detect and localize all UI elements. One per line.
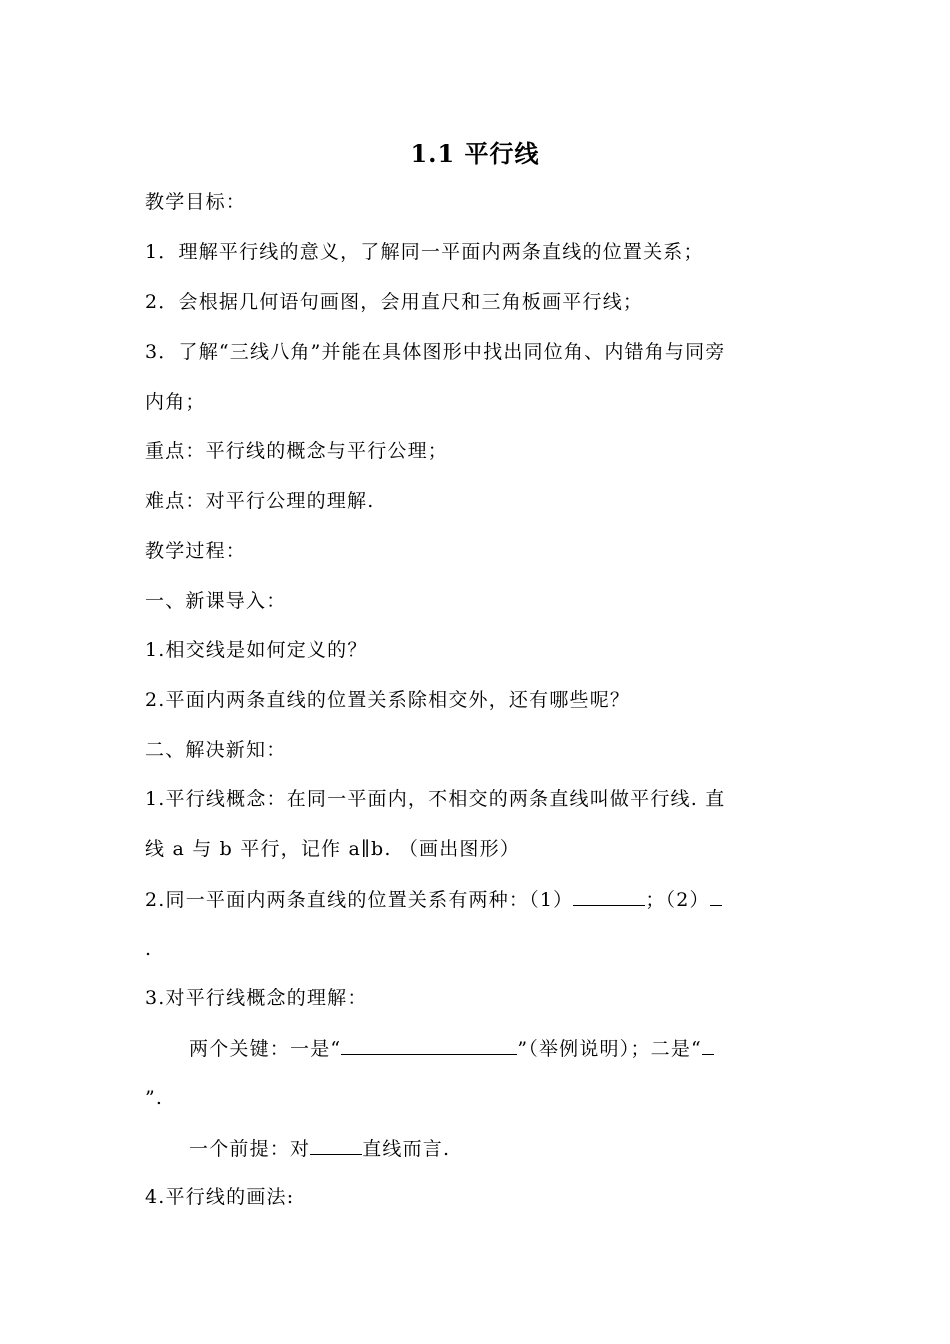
premise-line (189, 1134, 854, 1163)
item-4: 4.平行线的画法: (145, 1186, 295, 1208)
item-1-line-2: 线 a 与 b 平行，记作 a∥b. （画出图形） (145, 838, 521, 860)
difficult-point: 难点：对平行公理的理解. (145, 490, 375, 512)
item-2-prefix: 2.同一平面内两条直线的位置关系有两种：（1） (145, 889, 574, 911)
question-2: 2.平面内两条直线的位置关系除相交外，还有哪些呢？ (145, 689, 631, 711)
section-1-heading: 一、新课导入： (145, 590, 287, 612)
premise-suffix: 直线而言. (362, 1138, 451, 1160)
item-2-line-2: . (145, 938, 153, 960)
key-two-prefix: 两个关键：一是“ (189, 1038, 342, 1060)
question-1: 1.相交线是如何定义的？ (145, 639, 368, 661)
answer-blank[interactable] (702, 1034, 714, 1055)
goal-3-line-2: 内角； (145, 391, 206, 413)
answer-blank[interactable] (310, 1134, 362, 1155)
process-heading: 教学过程： (145, 540, 247, 562)
item-2-line-1 (145, 885, 810, 914)
item-2-mid: ；（2） (645, 889, 710, 911)
key-two-line-1 (189, 1034, 854, 1063)
key-two-line-2: ”. (145, 1087, 164, 1109)
goals-heading: 教学目标： (145, 191, 247, 213)
page-title: 1.1 平行线 (410, 139, 540, 168)
answer-blank[interactable] (710, 885, 722, 906)
answer-blank[interactable] (341, 1034, 517, 1055)
premise-prefix: 一个前提：对 (189, 1138, 311, 1160)
goal-1: 1．理解平行线的意义，了解同一平面内两条直线的位置关系； (145, 241, 704, 263)
goal-3-line-1: 3．了解“三线八角”并能在具体图形中找出同位角、内错角与同旁 (145, 341, 726, 363)
item-3: 3.对平行线概念的理解： (145, 987, 368, 1009)
key-point: 重点：平行线的概念与平行公理； (145, 440, 449, 462)
answer-blank[interactable] (573, 885, 645, 906)
key-two-mid: ”（举例说明）；二是“ (517, 1038, 702, 1060)
item-1-line-1: 1.平行线概念：在同一平面内，不相交的两条直线叫做平行线. 直 (145, 788, 726, 810)
section-2-heading: 二、解决新知： (145, 739, 287, 761)
goal-2: 2．会根据几何语句画图，会用直尺和三角板画平行线； (145, 291, 644, 313)
